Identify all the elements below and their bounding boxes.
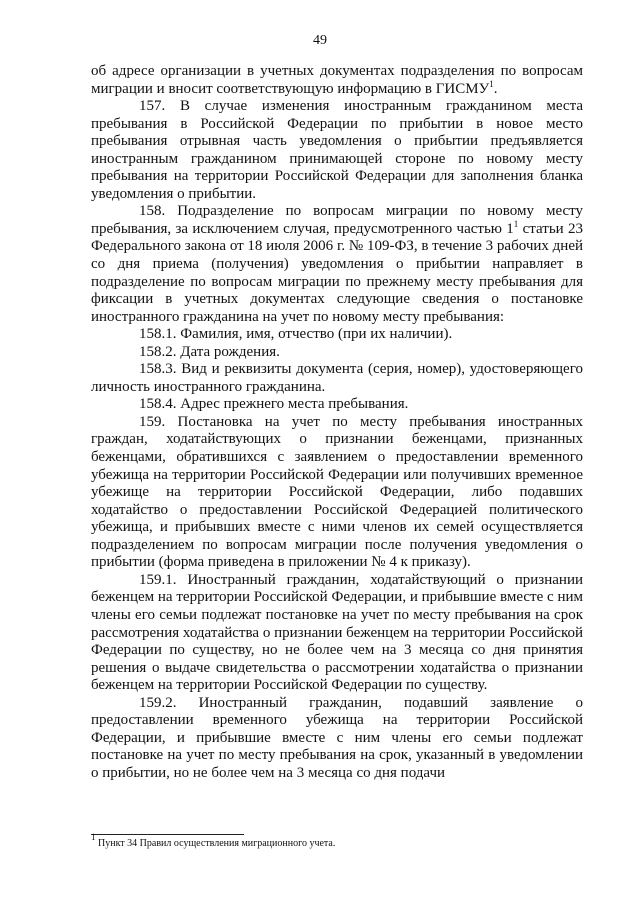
footnote-divider xyxy=(91,834,244,835)
footnote-reference: 1 xyxy=(489,78,494,89)
paragraph-158-4: 158.4. Адрес прежнего места пребывания. xyxy=(139,396,409,413)
paragraph-159-2: 159.2. Иностранный гражданин, подавший заявление о предоставлении временного убежища на территории Российской Федерации, и прибывшие вместе с ним члены его семьи подлежат постановке на учет по месту пребывания на срок, указанный в уведомлении о прибытии, но не более чем на 3 месяца со дня подачи xyxy=(91,694,583,781)
paragraph-158-1: 158.1. Фамилия, имя, отчество (при их наличии). xyxy=(139,326,453,343)
superscript-part-number: 1 xyxy=(513,218,519,229)
paragraph-157: 157. В случае изменения иностранным гражданином места пребывания в Российской Федерации по прибытии в новое место пребывания отрывная часть уведомления о прибытии предъявляется иностранным гражданином принимающей стороне по новому месту пребывания на территории Российской Федерации для заполнения бланка уведомления о прибытии. xyxy=(91,98,583,202)
paragraph-158-2: 158.2. Дата рождения. xyxy=(139,343,280,360)
footnote-mark: 1 xyxy=(91,832,96,842)
paragraph-159-1: 159.1. Иностранный гражданин, ходатайствующий о признании беженцем на территории Российской Федерации, и прибывшие вместе с ним члены его семьи подлежат постановке на учет по месту пребывания на срок рассмотрения ходатайства о признании беженцем на территории Российской Федерации по существу, но не более чем на 3 месяца со дня принятия решения о выдаче свидетельства о рассмотрении ходатайства о признании беженцем на территории Российской Федерации по существу. xyxy=(91,571,583,694)
paragraph-159: 159. Постановка на учет по месту пребывания иностранных граждан, ходатайствующих о признании беженцами, признанных беженцами, обратившихся с заявлением о предоставлении временного убежища на территории Российской Федерации или получивших временное убежище на территории Российской Федерации, либо подавших ходатайство о предоставлении Российской Федерацией политического убежища, и прибывших вместе с ними членов их семей осуществляется подразделением по вопросам миграции после получения уведомления о прибытии (форма приведена в приложении № 4 к приказу). xyxy=(91,413,583,571)
paragraph-158-3: 158.3. Вид и реквизиты документа (серия, номер), удостоверяющего личность иностранного гражданина. xyxy=(91,361,583,395)
footnote-text: Пункт 34 Правил осуществления миграционного учета. xyxy=(95,838,336,849)
page-number: 49 xyxy=(313,33,327,48)
document-body xyxy=(91,63,583,782)
paragraph-158: 158. Подразделение по вопросам миграции по новому месту пребывания, за исключением случая, предусмотренного частью $1^1$ статьи 23 Федерального закона от 18 июля 2006 г. № 109-ФЗ, в течение 3 рабочих дней со дня приема (получения) уведомления о прибытии направляет в подразделение по вопросам миграции по прежнему месту пребывания для фиксации в учетных документах следующие сведения о постановке иностранного гражданина на учет по новому месту пребывания: xyxy=(91,203,583,325)
paragraph-continuation: об адресе организации в учетных документах подразделения по вопросам миграции и вносит соответствующую информацию в ГИСМУ$^1$. xyxy=(91,63,583,97)
footnote xyxy=(91,832,583,850)
